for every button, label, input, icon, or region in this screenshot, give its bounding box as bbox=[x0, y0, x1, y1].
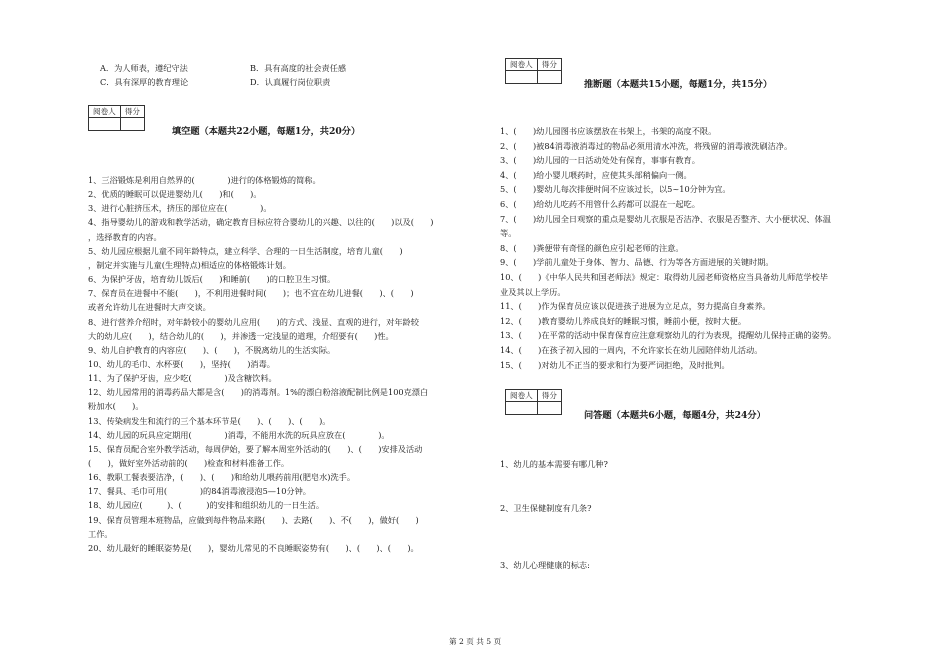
fill-question-line: 大的幼儿应( )，结合幼儿的( )，并渗透一定浅显的道理，介绍要有( )性。 bbox=[88, 330, 394, 341]
fill-question-line: 7、保育员在进餐中不能( )，不利用进餐时间( )；也不宜在幼儿进餐( )、( ) bbox=[88, 288, 414, 299]
judge-question-line: 等。 bbox=[500, 228, 517, 239]
fill-question-line: 16、教职工餐表要洁净，( )、( )和给幼儿喂药前用(肥皂水)洗手。 bbox=[88, 472, 356, 483]
score-cell bbox=[537, 71, 561, 84]
reviewer-cell bbox=[89, 118, 121, 131]
option-c: C．具有深厚的教育理论 bbox=[100, 77, 189, 87]
fill-question-line: 工作。 bbox=[88, 528, 113, 539]
judge-question-line: 11、( )作为保育员应该以促进孩子进展为立足点，努力提高自身素养。 bbox=[500, 301, 771, 312]
fill-question-line: 9、幼儿自护教育的内容应( )、( )，不脱离幼儿的生活实际。 bbox=[88, 344, 336, 355]
fill-question-line: 3、进行心脏挤压术，挤压的部位应在( )。 bbox=[88, 203, 272, 214]
fill-question-line: 10、幼儿的毛巾、水杯要( )，坚持( )消毒。 bbox=[88, 358, 275, 369]
page-footer: 第 2 页 共 5 页 bbox=[448, 637, 502, 646]
judge-question-line: 14、( )在孩子初入园的一周内，不允许家长在幼儿园陪伴幼儿活动。 bbox=[500, 345, 763, 355]
score-cell bbox=[537, 402, 561, 415]
fill-question-line: 20、幼儿最好的睡眠姿势是( )，婴幼儿常见的不良睡眠姿势有( )、( )、( )。 bbox=[88, 542, 419, 553]
judge-question-line: 7、( )幼儿园全日观察的重点是婴幼儿衣服是否洁净、衣服是否整齐、大小便状况、体温 bbox=[500, 213, 831, 224]
fill-question-line: 15、保育员配合室外教学活动，每周伊始，要了解本周室外活动的( )、( )安排及活动 bbox=[88, 443, 423, 454]
fill-question-line: 17、餐具、毛巾可用( )的84消毒液浸泡5—10分钟。 bbox=[88, 486, 311, 497]
score-cell bbox=[120, 118, 144, 131]
qa-question-2: 2、卫生保健制度有几条? bbox=[500, 503, 592, 513]
judge-question-line: 1、( )幼儿园图书应该摆放在书架上，书架的高度不限。 bbox=[500, 126, 717, 136]
judge-question-line: 15、( )对幼儿不正当的要求和行为要严词拒绝，及时批判。 bbox=[500, 359, 730, 370]
score-label: 得分 bbox=[120, 106, 144, 118]
option-d: D．认真履行岗位职责 bbox=[250, 77, 331, 87]
judge-question-line: 2、( )被84消毒液消毒过的物品必须用清水冲洗，将残留的消毒液洗刷洁净。 bbox=[500, 140, 793, 151]
option-b: B．具有高度的社会责任感 bbox=[250, 63, 347, 73]
fill-question-line: 1、三浴锻炼是利用自然界的( )进行的体格锻炼的简称。 bbox=[88, 175, 321, 185]
fill-question-line: 12、幼儿园常用的消毒药品大都是含( )的消毒剂。1%的漂白粉溶液配制比例是100克漂白 bbox=[88, 387, 429, 398]
reviewer-cell bbox=[506, 71, 538, 84]
qa-question-3: 3、幼儿心理健康的标志: bbox=[500, 560, 590, 570]
fill-question-line: 8、进行营养介绍时，对年龄较小的婴幼儿应用( )的方式、浅显、直观的进行，对年龄较 bbox=[88, 316, 419, 327]
judge-question-line: 6、( )给幼儿吃药不用管什么药都可以混在一起吃。 bbox=[500, 199, 700, 209]
qa-question-1: 1、幼儿的基本需要有哪几种? bbox=[500, 459, 608, 469]
judge-question-line: 业及其以上学历。 bbox=[500, 286, 566, 297]
reviewer-label: 阅卷人 bbox=[506, 390, 538, 402]
fill-question-line: 粉加水( )。 bbox=[88, 401, 144, 412]
judge-question-line: 8、( )粪便带有奇怪的颜色应引起老师的注意。 bbox=[500, 242, 684, 253]
fill-question-line: 2、优质的睡眠可以促进婴幼儿( )和( )。 bbox=[88, 189, 262, 200]
reviewer-cell bbox=[506, 402, 538, 415]
fill-question-line: 4、指导婴幼儿的游戏和教学活动，确定教育目标应符合婴幼儿的兴趣、以往的( )以及( ) bbox=[88, 217, 434, 228]
fill-question-line: 或者允许幼儿在进餐时大声交谈。 bbox=[88, 302, 211, 313]
judge-question-line: 4、( )给小婴儿喂药时，应使其头部稍偏向一侧。 bbox=[500, 169, 692, 180]
fill-question-line: 14、幼儿园的玩具应定期用( )消毒，不能用水洗的玩具应放在( )。 bbox=[88, 429, 390, 440]
score-label: 得分 bbox=[537, 59, 561, 71]
fill-question-line: 19、保育员管理本班物品，应做到每件物品来路( )、去路( )、不( )，做好( ) bbox=[88, 514, 419, 525]
judge-question-line: 9、( )学前儿童处于身体、智力、品德、行为等各方面进展的关键时期。 bbox=[500, 257, 774, 268]
fill-question-line: 11、为了保护牙齿，应少吃( )及含糖饮料。 bbox=[88, 373, 277, 384]
fill-question-line: ，选择教育的内容。 bbox=[88, 231, 162, 242]
option-a: A．为人师表，遵纪守法 bbox=[100, 63, 188, 73]
fill-question-line: 18、幼儿园应( )、( )的安排和组织幼儿的一日生活。 bbox=[88, 500, 325, 511]
fill-question-line: 5、幼儿园应根据儿童不同年龄特点，建立科学、合理的一日生活制度，培育儿童( ) bbox=[88, 245, 403, 256]
judge-question-line: 3、( )幼儿园的一日活动处处有保育，事事有教育。 bbox=[500, 155, 700, 166]
fill-question-line: 6、为保护牙齿，培育幼儿饭后( )和睡前( )的口腔卫生习惯。 bbox=[88, 274, 336, 285]
reviewer-label: 阅卷人 bbox=[89, 106, 121, 118]
score-label: 得分 bbox=[537, 390, 561, 402]
judge-section-title: 推断题（本题共15小题，每题1分，共15分） bbox=[584, 79, 773, 90]
reviewer-label: 阅卷人 bbox=[506, 59, 538, 71]
judge-question-line: 12、( )教育婴幼儿养成良好的睡眠习惯，睡前小便，按时大便。 bbox=[500, 315, 747, 326]
judge-question-line: 13、( )在平常的活动中保育保育应注意观察幼儿的行为表现，提醒幼儿保持正确的姿势。 bbox=[500, 330, 837, 341]
qa-score-box bbox=[505, 389, 562, 415]
fill-question-line: ( )，做好室外活动前的( )检查和材料准备工作。 bbox=[88, 458, 290, 468]
fill-section-title: 填空题（本题共22小题，每题1分，共20分） bbox=[172, 126, 361, 137]
fill-score-box bbox=[88, 105, 145, 131]
fill-question-line: ，制定并实施与儿童(生理特点)相适应的体格锻炼计划。 bbox=[88, 259, 291, 270]
fill-question-line: 13、传染病发生和流行的三个基本环节是( )、( )、( )。 bbox=[88, 415, 331, 426]
judge-question-line: 5、( )婴幼儿每次排便时间不应该过长，以5~10分钟为宜。 bbox=[500, 184, 731, 195]
qa-section-title: 问答题（本题共6小题，每题4分，共24分） bbox=[584, 410, 766, 421]
judge-question-line: 10、( )《中华人民共和国老师法》规定：取得幼儿园老师资格应当具备幼儿师范学校毕 bbox=[500, 272, 828, 282]
judge-score-box bbox=[505, 58, 562, 84]
